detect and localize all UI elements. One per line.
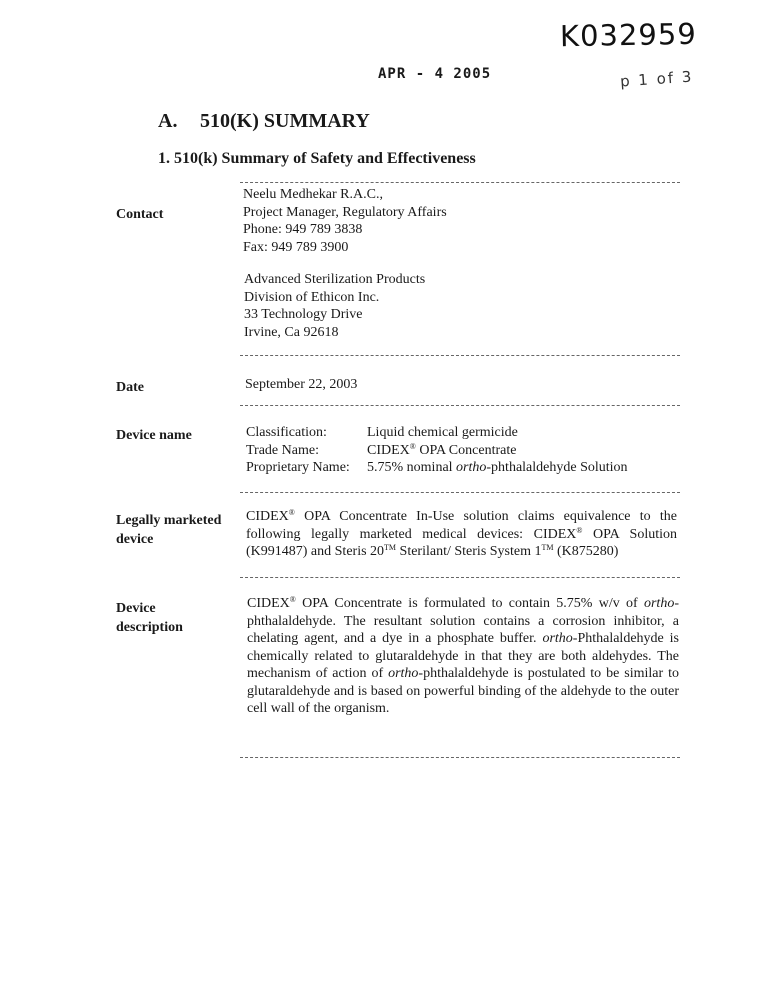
device-name-block	[246, 424, 628, 477]
device-description-label: Device description	[116, 601, 183, 635]
divider	[240, 492, 680, 493]
handwritten-k-number: K032959	[559, 16, 698, 54]
subsection-title: 510(k) Summary of Safety and Effectiveness	[174, 150, 476, 167]
section-letter: A.	[158, 110, 178, 132]
subsection-number: 1.	[158, 150, 170, 167]
trade-name-value: CIDEX® OPA Concentrate	[367, 441, 517, 458]
section-heading	[158, 110, 370, 133]
address-company: Advanced Sterilization Products	[244, 272, 426, 287]
classification-key: Classification:	[246, 425, 327, 440]
contact-phone: Phone: 949 789 3838	[243, 222, 363, 237]
section-title: 510(K) SUMMARY	[200, 110, 370, 132]
proprietary-name-row	[246, 459, 628, 477]
divider	[240, 405, 680, 406]
device-description-text: CIDEX® OPA Concentrate is formulated to contain 5.75% w/v of ortho-phthalaldehyde. The resultant solution contains a corrosion inhibitor, a chelating agent, and a dye in a phosphate buffer. ortho-Phthalaldehyde is chemically related to glutaraldehyde in that they are both aldehydes. The mechanism of action of ortho-phthalaldehyde is postulated to be similar to glutaraldehyde and is based on powerful binding of the aldehyde to the outer cell wall of the organism.	[247, 595, 679, 716]
divider	[240, 757, 680, 758]
received-date-stamp: APR - 4 2005	[378, 66, 492, 82]
contact-name: Neelu Medhekar R.A.C.,	[243, 187, 383, 202]
proprietary-name-key: Proprietary Name:	[246, 460, 350, 475]
address-block	[244, 271, 425, 341]
address-division: Division of Ethicon Inc.	[244, 289, 380, 305]
address-street: 33 Technology Drive	[244, 307, 363, 322]
legally-marketed-label: Legally marketed device	[116, 513, 222, 547]
date-label: Date	[116, 380, 144, 395]
trade-name-row	[246, 442, 628, 460]
contact-title: Project Manager, Regulatory Affairs	[243, 204, 447, 220]
subsection-heading	[158, 150, 476, 168]
device-name-label: Device name	[116, 428, 192, 443]
contact-fax: Fax: 949 789 3900	[243, 239, 349, 255]
divider	[240, 182, 680, 183]
contact-block	[243, 186, 447, 256]
handwritten-page-mark: p 1 of 3	[619, 67, 694, 91]
address-city: Irvine, Ca 92618	[244, 324, 339, 340]
divider	[240, 355, 680, 356]
classification-row	[246, 424, 628, 442]
classification-value: Liquid chemical germicide	[367, 425, 518, 440]
proprietary-name-value: 5.75% nominal ortho-phthalaldehyde Solution	[367, 460, 628, 475]
date-value: September 22, 2003	[245, 377, 358, 392]
contact-label: Contact	[116, 207, 164, 222]
legally-marketed-text: CIDEX® OPA Concentrate In-Use solution claims equivalence to the following legally marketed medical devices: CIDEX® OPA Solution (K991487) and Steris 20™ Sterilant/ Steris System 1™ (K875280)	[246, 508, 677, 559]
divider	[240, 577, 680, 578]
trade-name-key: Trade Name:	[246, 442, 319, 458]
